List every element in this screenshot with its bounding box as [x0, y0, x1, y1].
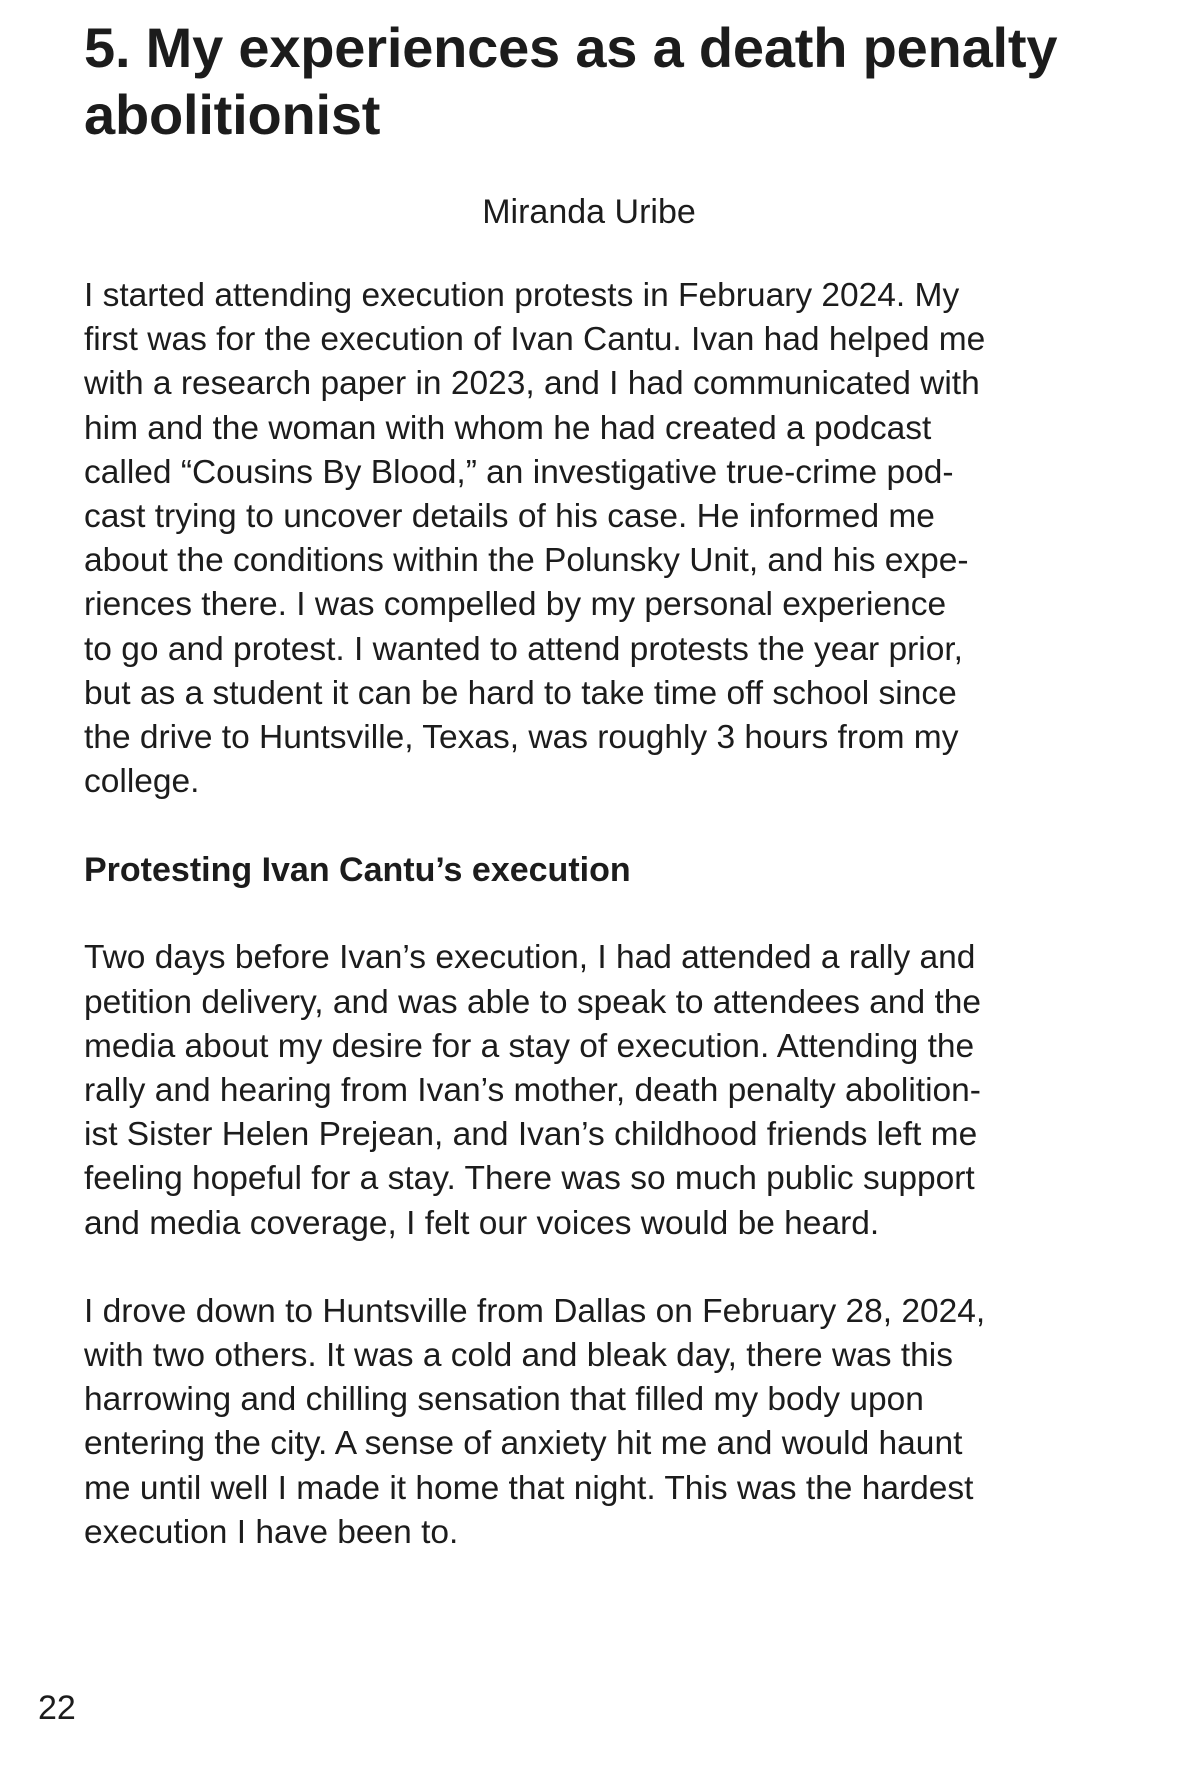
- paragraph-line: entering the city. A sense of anxiety hit me and would haunt: [84, 1425, 963, 1463]
- paragraph-line: I drove down to Huntsville from Dallas on February 28, 2024,: [84, 1292, 986, 1330]
- chapter-title-line: abolitionist: [84, 83, 381, 146]
- paragraph-line: about the conditions within the Polunsky Unit, and his expe-: [84, 542, 969, 580]
- paragraph-line: ist Sister Helen Prejean, and Ivan’s childhood friends left me: [84, 1116, 978, 1154]
- section-heading: Protesting Ivan Cantu’s execution: [84, 851, 631, 890]
- paragraph-3: [84, 1290, 1094, 1555]
- author-name: Miranda Uribe: [482, 193, 696, 231]
- paragraph-line: petition delivery, and was able to speak to attendees and the: [84, 983, 982, 1021]
- paragraph-line: me until well I made it home that night. This was the hardest: [84, 1469, 974, 1507]
- paragraph-line: with a research paper in 2023, and I had communicated with: [84, 365, 980, 403]
- paragraph-line: feeling hopeful for a stay. There was so much public support: [84, 1160, 975, 1198]
- paragraph-line: called “Cousins By Blood,” an investigative true-crime pod-: [84, 453, 954, 491]
- paragraph-line: to go and protest. I wanted to attend protests the year prior,: [84, 630, 963, 668]
- paragraph-line: harrowing and chilling sensation that filled my body upon: [84, 1381, 924, 1419]
- paragraph-line: and media coverage, I felt our voices would be heard.: [84, 1204, 880, 1242]
- chapter-title: [84, 14, 1094, 148]
- page-content: [84, 14, 1094, 1555]
- paragraph-line: execution I have been to.: [84, 1513, 459, 1551]
- paragraph-line: media about my desire for a stay of execution. Attending the: [84, 1027, 975, 1065]
- paragraph-line: first was for the execution of Ivan Cantu. Ivan had helped me: [84, 321, 986, 359]
- paragraph-line: cast trying to uncover details of his case. He informed me: [84, 498, 935, 536]
- paragraph-line: with two others. It was a cold and bleak day, there was this: [84, 1337, 953, 1375]
- page-number: 22: [38, 1689, 76, 1727]
- paragraph-line: the drive to Huntsville, Texas, was roughly 3 hours from my: [84, 719, 959, 757]
- paragraph-line: riences there. I was compelled by my personal experience: [84, 586, 947, 624]
- chapter-title-line: 5. My experiences as a death penalty: [84, 16, 1058, 79]
- paragraph-line: but as a student it can be hard to take time off school since: [84, 674, 957, 712]
- paragraph-line: rally and hearing from Ivan’s mother, death penalty abolition-: [84, 1072, 981, 1110]
- paragraph-1: [84, 274, 1094, 804]
- paragraph-2: [84, 936, 1094, 1245]
- paragraph-line: I started attending execution protests in February 2024. My: [84, 277, 960, 314]
- paragraph-line: college.: [84, 763, 200, 801]
- paragraph-line: him and the woman with whom he had created a podcast: [84, 409, 932, 447]
- paragraph-line: Two days before Ivan’s execution, I had attended a rally and: [84, 939, 976, 977]
